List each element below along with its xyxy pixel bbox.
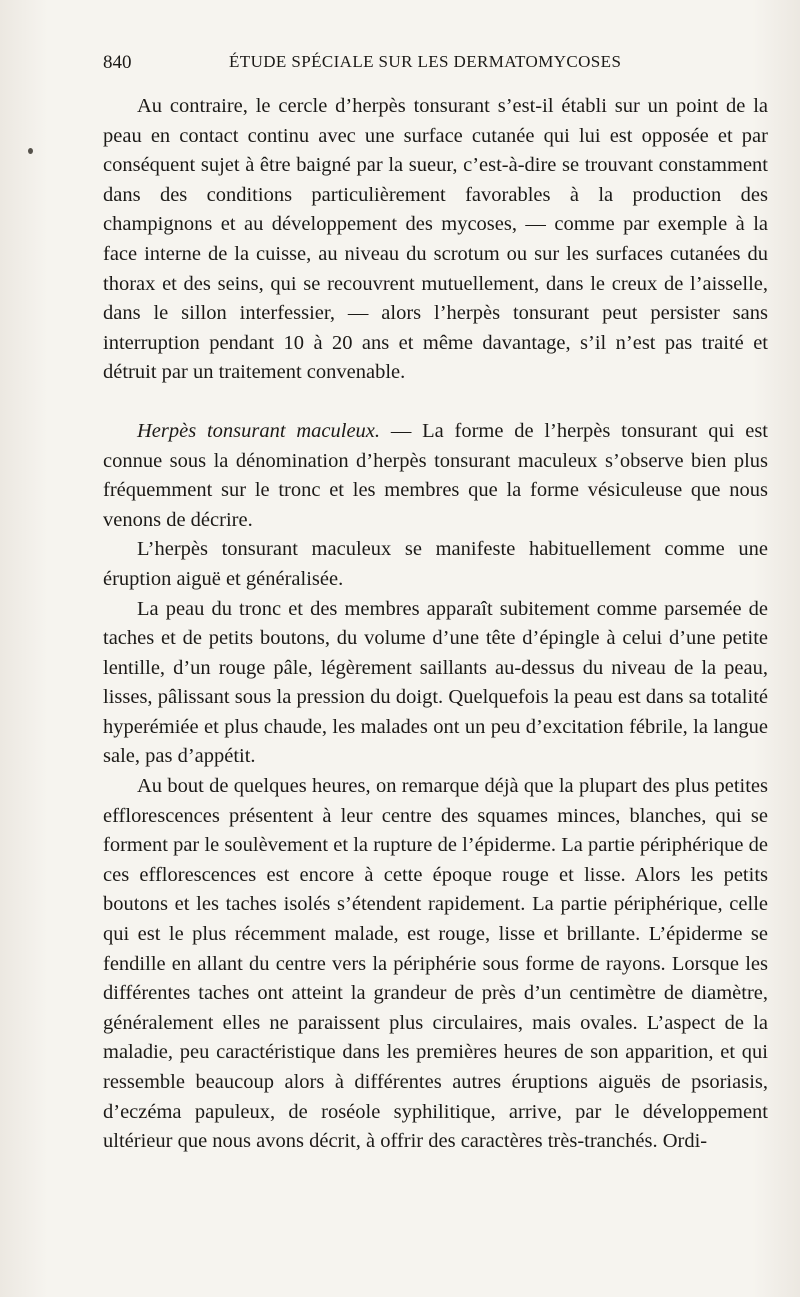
running-title: ÉTUDE SPÉCIALE SUR LES DERMATOMYCOSES [229,52,622,71]
paragraph [103,417,768,535]
page-body [103,92,768,1157]
paragraph-text: L’herpès tonsurant maculeux se manifeste habituellement comme une éruption aiguë et généralisée. [103,538,768,590]
paragraph-text: — La forme de l’herpès tonsurant qui est connue sous la dénomination d’herpès tonsurant maculeux s’observe bien plus fréquemment sur le tronc et les membres que la forme vésiculeuse que nous venons de décrire. [103,419,768,531]
paragraph [103,595,768,773]
paragraph [103,535,768,594]
section-heading: Herpès tonsurant maculeux. [137,419,381,442]
paragraph [103,772,768,1157]
page-header [103,52,783,82]
paragraph [103,92,768,388]
ink-speck [28,148,33,154]
paragraph-text: Au contraire, le cercle d’herpès tonsurant s’est-il établi sur un point de la peau en contact continu avec une surface cutanée qui lui est opposée et par conséquent sujet à être baigné par la sueur, c’est-à-dire se trouvant constamment dans des conditions particulièrement favorables à la production des champignons et au développement des mycoses, — comme par exemple à la face interne de la cuisse, au niveau du scrotum ou sur les surfaces cutanées du thorax et des seins, qui se recouvrent mutuellement, dans le creux de l’aisselle, dans le sillon interfessier, — alors l’herpès tonsurant peut persister sans interruption pendant 10 à 20 ans et même davantage, s’il n’est pas traité et détruit par un traitement convenable. [103,95,768,384]
paragraph-text: Au bout de quelques heures, on remarque déjà que la plupart des plus petites efflorescences présentent à leur centre des squames minces, blanches, qui se forment par le soulèvement et la rupture de l’épiderme. La partie périphérique de ces efflorescences est encore à cette époque rouge et lisse. Alors les petits boutons et les taches isolés s’étendent rapidement. La partie périphérique, celle qui est le plus récemment malade, est rouge, lisse et brillante. L’épiderme se fendille en allant du centre vers la périphérie sous forme de rayons. Lorsque les différentes taches ont atteint la grandeur de près d’un centimètre de diamètre, généralement elles ne paraissent plus circulaires, mais ovales. L’aspect de la maladie, peu caractéristique dans les premières heures de son apparition, et qui ressemble beaucoup alors à différentes autres éruptions aiguës de psoriasis, d’eczéma papuleux, de roséole syphilitique, arrive, par le développement ultérieur que nous avons décrit, à offrir des caractères très-tranchés. Ordi- [103,775,768,1153]
paragraph-text: La peau du tronc et des membres apparaît subitement comme parsemée de taches et de petits boutons, du volume d’une tête d’épingle à celui d’une petite lentille, d’un rouge pâle, légèrement saillants au-dessus du niveau de la peau, lisses, pâlissant sous la pression du doigt. Quelquefois la peau est dans sa totalité hyperémiée et plus chaude, les malades ont un peu d’excitation fébrile, la langue sale, pas d’appétit. [103,597,768,768]
page-number: 840 [103,52,132,73]
